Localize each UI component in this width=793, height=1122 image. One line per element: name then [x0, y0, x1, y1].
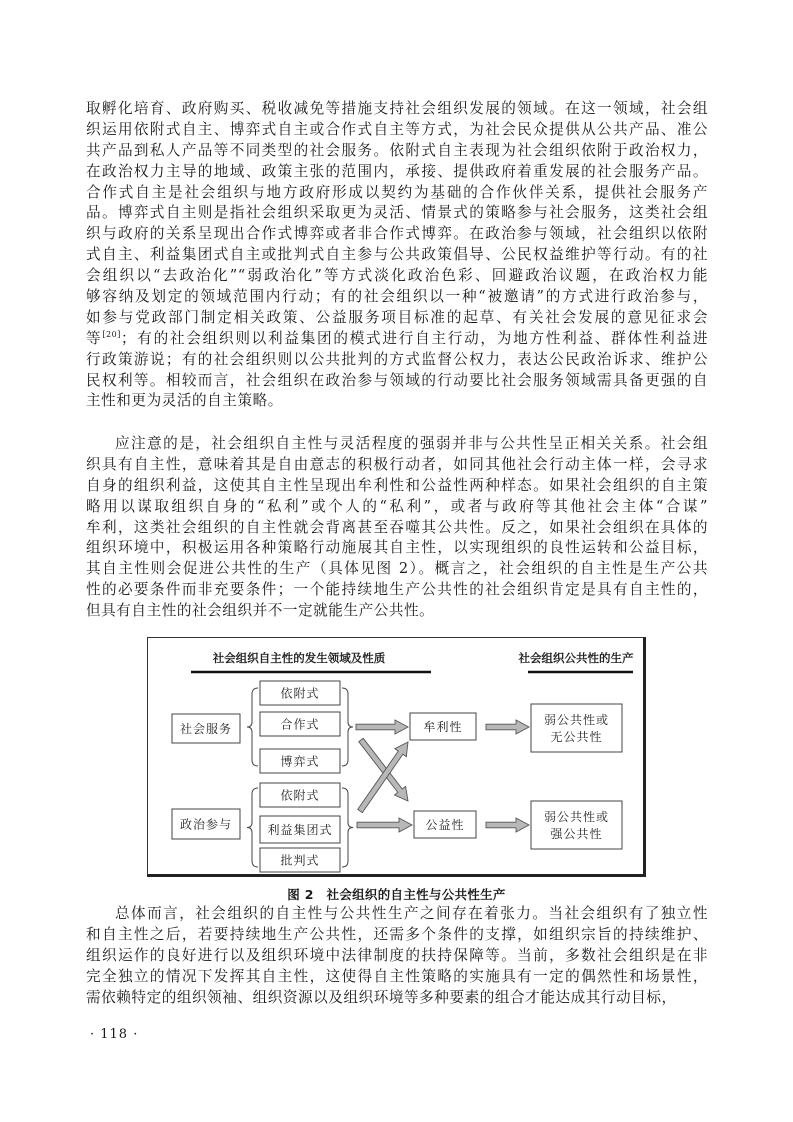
text-line: 够容纳及划定的领域范围内行动；有的社会组织以一种“被邀请”的方式进行政治参与， [86, 288, 708, 306]
mode-box-label: 博弈式 [280, 754, 320, 769]
text-line: 织具有自主性，意味着其是自由意志的积极行动者，如同其他社会行动主体一样，会寻求 [86, 455, 708, 473]
text-line: 牟利，这类社会组织的自主性就会背离甚至吞噬其公共性。反之，如果社会组织在具体的 [86, 518, 708, 536]
brace-right [342, 788, 353, 867]
text-line: 在政治权力主导的地域、政策主张的范围内，承接、提供政府着重发展的社会服务产品。 [86, 162, 708, 180]
text-line: 会组织以“去政治化”“弱政治化”等方式淡化政治色彩、回避政治议题，在政治权力能 [86, 267, 708, 285]
header-publicness: 社会组织公共性的生产 [518, 651, 634, 665]
text-line: 组织运作的良好进行以及组织环境中法律制度的扶持保障等。当前，多数社会组织是在非 [86, 946, 708, 964]
text-line: 完全独立的情况下发挥其自主性，这使得自主性策略的实施具有一定的偶然性和场景性， [86, 967, 708, 985]
arrow-public-to-outcome [486, 818, 529, 832]
text-line: 应注意的是，社会组织自主性与灵活程度的强弱并非与公共性呈正相关关系。社会组 [115, 435, 708, 452]
outcome-weak-none-box-label: 弱公共性或 [543, 712, 610, 727]
citation-marker[interactable]: [20] [102, 329, 121, 339]
text-line: 共产品到私人产品等不同类型的社会服务。依附式自主表现为社会组织依附于政治权力， [86, 141, 708, 159]
mode-box-label: 合作式 [280, 717, 320, 732]
arrow-politics-to-public [357, 818, 412, 832]
mode-box-label: 依附式 [280, 686, 320, 701]
text-line: 需依赖特定的组织领袖、组织资源以及组织环境等多种要素的组合才能达成其行动目标， [86, 988, 677, 1006]
nature-public-box-label: 公益性 [425, 817, 465, 832]
outcome-weak-strong-box-label: 强公共性 [550, 826, 603, 841]
text-line: 自身的组织利益，这使其自主性呈现出牟利性和公益性两种样态。如果社会组织的自主策 [86, 476, 708, 494]
diagram-canvas [148, 638, 647, 878]
text-line: 组织环境中，积极运用各种策略行动施展其自主性，以实现组织的良性运转和公益目标， [86, 539, 708, 557]
outcome-weak-none-box-label: 无公共性 [550, 729, 603, 744]
paragraph-1 [86, 99, 708, 412]
text-line: 但具有自主性的社会组织并不一定就能生产公共性。 [86, 602, 435, 620]
text-line: 主性和更为灵活的自主策略。 [86, 392, 283, 410]
text-line: 和自主性之后，若要持续地生产公共性，还需多个条件的支撑，如组织宗旨的持续维护、 [86, 925, 708, 943]
mode-box-label: 批判式 [280, 853, 320, 868]
text-line: 其自主性则会促进公共性的生产（具体见图 2）。概言之，社会组织的自主性是生产公共 [86, 560, 708, 578]
text-line: 略用以谋取组织自身的“私利”或个人的“私利”，或者与政府等其他社会主体“合谋” [86, 497, 708, 515]
text-line: 总体而言，社会组织的自主性与公共性生产之间存在着张力。当社会组织有了独立性 [115, 905, 708, 922]
text-line: 性的必要条件而非充要条件；一个能持续地生产公共性的社会组织肯定是具有自主性的， [86, 581, 708, 599]
arrow-service-to-profit [356, 720, 408, 734]
brace-right [342, 688, 353, 766]
text-line: 取孵化培育、政府购买、税收减免等措施支持社会组织发展的领域。在这一领域，社会组 [86, 100, 708, 117]
outcome-weak-none-box [531, 704, 622, 752]
paragraph-3 [86, 904, 708, 1008]
outcome-weak-strong-box-label: 弱公共性或 [543, 809, 610, 824]
header-autonomy: 社会组织自主性的发生领域及性质 [212, 651, 386, 665]
figure-2-diagram [147, 637, 646, 877]
mode-box-label: 利益集团式 [267, 822, 333, 837]
brace-left [247, 788, 258, 867]
outcome-weak-strong-box [531, 801, 622, 849]
text-line: 织与政府的关系呈现出合作式博弈或者非合作式博弈。在政治参与领域，社会组织以依附 [86, 225, 708, 243]
brace-left [247, 688, 258, 766]
mode-box-label: 依附式 [280, 788, 320, 803]
text-line: 式自主、利益集团式自主或批判式自主参与公共政策倡导、公民权益维护等行动。有的社 [86, 246, 708, 264]
paragraph-2 [86, 434, 708, 622]
text-line: 织运用依附式自主、博弈式自主或合作式自主等方式，为社会民众提供从公共产品、准公 [86, 120, 708, 138]
text-line: 品。博弈式自主则是指社会组织采取更为灵活、情景式的策略参与社会服务，这类社会组 [86, 204, 708, 222]
text-line: 如参与党政部门制定相关政策、公益服务项目标准的起草、有关社会发展的意见征求会 [86, 308, 708, 326]
arrow-profit-to-outcome [486, 720, 529, 734]
arrow-politics-to-profit [358, 742, 408, 813]
text-line: 民权利等。相较而言，社会组织在政治参与领域的行动要比社会服务领域需具备更强的自 [86, 371, 708, 389]
page-number: · 118 · [90, 1027, 139, 1042]
figure-caption: 图 2 社会组织的自主性与公共性生产 [287, 887, 506, 902]
text-line: 合作式自主是社会组织与地方政府形成以契约为基础的合作伙伴关系，提供社会服务产 [86, 183, 708, 201]
nature-profit-box-label: 牟利性 [423, 719, 463, 734]
text-line: 等[20]；有的社会组织则以利益集团的模式进行自主行动，为地方性利益、群体性利益进 [86, 329, 708, 347]
text-line: 行政策游说；有的社会组织则以公共批判的方式监督公权力，表达公民政治诉求、维护公 [86, 350, 708, 368]
diagram-structure [172, 651, 634, 872]
domain-social-service-label: 社会服务 [179, 721, 233, 736]
domain-political-participation-label: 政治参与 [179, 817, 233, 832]
